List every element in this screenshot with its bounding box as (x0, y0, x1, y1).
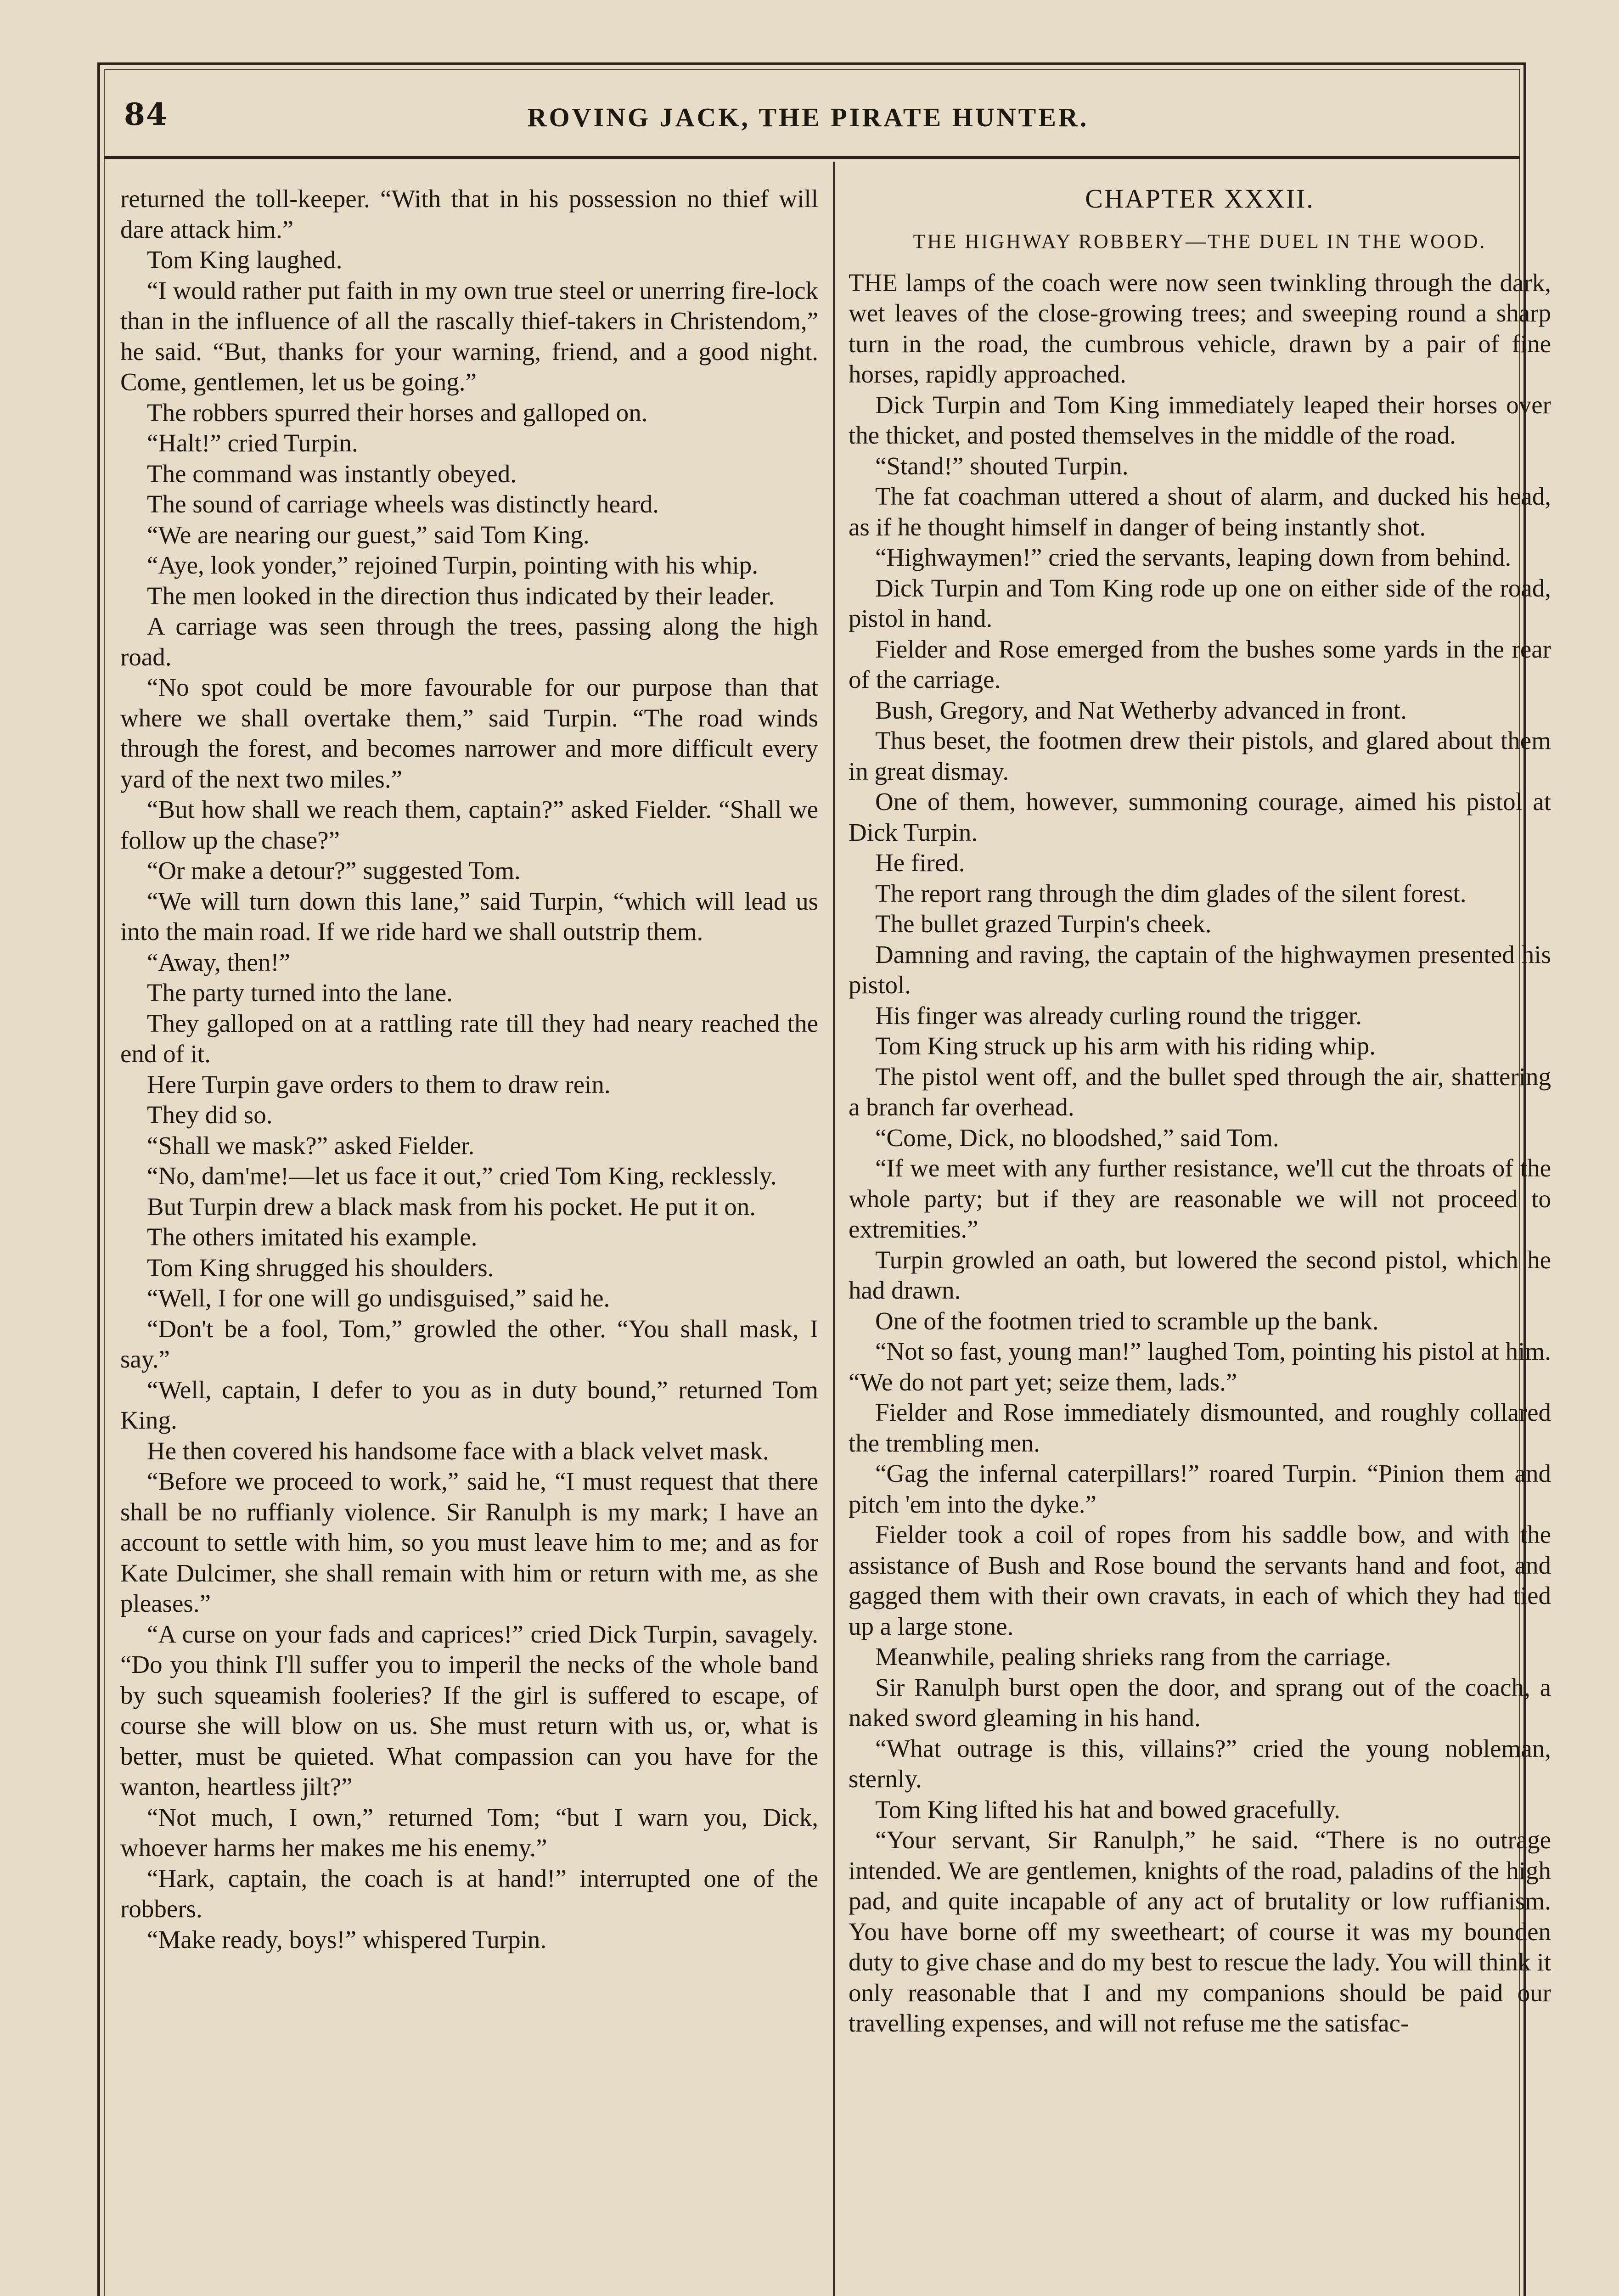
paragraph: “Hark, captain, the coach is at hand!” interrupted one of the robbers. (120, 1864, 818, 1923)
paragraph: Fielder took a coil of ropes from his saddle bow, and with the assistance of Bush and Rose bound the servants hand and foot, and gagged them with their own cravats, in each of which they had tied up a large stone. (849, 1520, 1551, 1640)
paragraph: “Gag the infernal caterpillars!” roared Turpin. “Pinion them and pitch 'em into the dyke.” (849, 1459, 1551, 1518)
paragraph: Dick Turpin and Tom King immediately leaped their horses over the thicket, and posted themselves in the middle of the road. (849, 390, 1551, 449)
page-header (119, 92, 1497, 147)
paragraph: The fat coachman uttered a shout of alarm, and ducked his head, as if he thought himself in danger of being instantly shot. (849, 482, 1551, 541)
paragraph: “No spot could be more favourable for our purpose than that where we shall overtake them,” said Turpin. “The road winds through the forest, and becomes narrower and more difficult every yard of the next two miles.” (120, 673, 818, 793)
paragraph: “A curse on your fads and caprices!” cried Dick Turpin, savagely. “Do you think I'll suffer you to imperil the necks of the whole band by such squeamish fooleries? If the girl is suffered to escape, of course she will blow on us. She must return with us, or, what is better, must be quieted. What compassion can you have for the wanton, heartless jilt?” (120, 1620, 818, 1801)
chapter-body (849, 268, 1551, 2039)
paragraph: “Halt!” cried Turpin. (147, 429, 358, 457)
header-rule (104, 156, 1520, 159)
paragraph: Tom King struck up his arm with his riding whip. (875, 1032, 1376, 1060)
paragraph: Fielder and Rose immediately dismounted, and roughly collared the trembling men. (849, 1398, 1551, 1457)
paragraph: “Your servant, Sir Ranulph,” he said. “There is no outrage intended. We are gentlemen, knights of the road, paladins of the high pad, and quite incapable of any act of brutality or low ruffianism. You have borne off my sweetheart; of course it was my bounden duty to give chase and do my best to rescue the lady. You will think it only reasonable that I and my companions should be paid our travelling expenses, and will not refuse me the satisfac- (849, 1826, 1551, 2037)
paragraph: “But how shall we reach them, captain?” asked Fielder. “Shall we follow up the chase?” (120, 795, 818, 854)
paragraph: The men looked in the direction thus indicated by their leader. (147, 581, 775, 610)
paragraph: THE lamps of the coach were now seen twinkling through the dark, wet leaves of the close-growing trees; and sweeping round a sharp turn in the road, the cumbrous vehicle, drawn by a pair of fine horses, rapidly approached. (849, 268, 1551, 388)
paragraph: Tom King laughed. (147, 246, 343, 274)
paragraph: Thus beset, the footmen drew their pistols, and glared about them in great dismay. (849, 726, 1551, 785)
paragraph: They galloped on at a rattling rate till they had neary reached the end of it. (120, 1009, 818, 1068)
paragraph: The bullet grazed Turpin's cheek. (875, 910, 1212, 938)
paragraph: “Not much, I own,” returned Tom; “but I warn you, Dick, whoever harms her makes me his enemy.” (120, 1803, 818, 1862)
paragraph: The others imitated his example. (147, 1223, 478, 1251)
right-text-column (849, 184, 1551, 2039)
paragraph: The party turned into the lane. (147, 979, 453, 1007)
paragraph: They did so. (147, 1101, 273, 1129)
paragraph: “Or make a detour?” suggested Tom. (147, 856, 521, 884)
paragraph: Here Turpin gave orders to them to draw rein. (147, 1070, 611, 1098)
paragraph: He fired. (875, 849, 965, 877)
paragraph: The robbers spurred their horses and galloped on. (147, 398, 648, 427)
paragraph: “I would rather put faith in my own true steel or unerring fire-lock than in the influence of all the rascally thief-takers in Christendom,” he said. “But, thanks for your warning, friend, and a good night. Come, gentlemen, let us be going.” (120, 276, 818, 396)
paragraph: Damning and raving, the captain of the highwaymen presented his pistol. (849, 940, 1551, 999)
paragraph: The report rang through the dim glades of the silent forest. (875, 879, 1467, 907)
paragraph: Tom King shrugged his shoulders. (147, 1253, 494, 1282)
paragraph: “Highwaymen!” cried the servants, leaping down from behind. (875, 543, 1512, 571)
paragraph: Dick Turpin and Tom King rode up one on either side of the road, pistol in hand. (849, 574, 1551, 632)
paragraph: Bush, Gregory, and Nat Wetherby advanced in front. (875, 696, 1407, 724)
paragraph: Sir Ranulph burst open the door, and sprang out of the coach, a naked sword gleaming in his hand. (849, 1673, 1551, 1732)
page-number: 84 (124, 96, 168, 132)
paragraph: His finger was already curling round the trigger. (875, 1001, 1362, 1030)
paragraph: A carriage was seen through the trees, passing along the high road. (120, 612, 818, 671)
left-text-column (120, 184, 818, 1955)
paragraph: “If we meet with any further resistance, we'll cut the throats of the whole party; but if they are reasonable we will not proceed to extremities.” (849, 1154, 1551, 1243)
column-divider (833, 162, 835, 2296)
paragraph: “Stand!” shouted Turpin. (875, 451, 1129, 480)
paragraph: Tom King lifted his hat and bowed gracefully. (875, 1795, 1340, 1823)
paragraph: “We will turn down this lane,” said Turpin, “which will lead us into the main road. If we ride hard we shall outstrip them. (120, 887, 818, 945)
paragraph: “Come, Dick, no bloodshed,” said Tom. (875, 1123, 1279, 1152)
paragraph: “Not so fast, young man!” laughed Tom, pointing his pistol at him. “We do not part yet; seize them, lads.” (849, 1337, 1551, 1396)
paragraph: Turpin growled an oath, but lowered the second pistol, which he had drawn. (849, 1245, 1551, 1304)
paragraph: One of the footmen tried to scramble up the bank. (875, 1306, 1379, 1335)
paragraph: Meanwhile, pealing shrieks rang from the carriage. (875, 1643, 1392, 1671)
paragraph: “Before we proceed to work,” said he, “I must request that there shall be no ruffianly violence. Sir Ranulph is my mark; I have an account to settle with him, so you must leave him to me; and as for Kate Dulcimer, she shall remain with him or return with me, as she pleases.” (120, 1467, 818, 1617)
paragraph: He then covered his handsome face with a black velvet mask. (147, 1436, 769, 1465)
paragraph: But Turpin drew a black mask from his pocket. He put it on. (147, 1192, 756, 1221)
chapter-heading: CHAPTER XXXII. (1085, 184, 1315, 214)
paragraph: returned the toll-keeper. “With that in his possession no thief will dare attack him.” (120, 185, 818, 243)
paragraph: The sound of carriage wheels was distinctly heard. (147, 490, 659, 518)
paragraph: “Well, I for one will go undisguised,” said he. (147, 1284, 610, 1312)
paragraph: “Make ready, boys!” whispered Turpin. (147, 1925, 547, 1953)
running-title: ROVING JACK, THE PIRATE HUNTER. (527, 102, 1089, 132)
paragraph: “No, dam'me!—let us face it out,” cried Tom King, recklessly. (147, 1162, 777, 1190)
paragraph: “Well, captain, I defer to you as in duty bound,” returned Tom King. (120, 1375, 818, 1434)
paragraph: The command was instantly obeyed. (147, 459, 517, 488)
paragraph: “Don't be a fool, Tom,” growled the other. “You shall mask, I say.” (120, 1314, 818, 1373)
paragraph: Fielder and Rose emerged from the bushes some yards in the rear of the carriage. (849, 635, 1551, 693)
paragraph: “We are nearing our guest,” said Tom King. (147, 520, 590, 549)
paragraph: “What outrage is this, villains?” cried the young nobleman, sternly. (849, 1734, 1551, 1793)
chapter-subheading: THE HIGHWAY ROBBERY—THE DUEL IN THE WOOD. (913, 230, 1487, 253)
paragraph: The pistol went off, and the bullet sped through the air, shattering a branch far overhead. (849, 1062, 1551, 1121)
paragraph: “Away, then!” (147, 948, 291, 976)
paragraph: “Aye, look yonder,” rejoined Turpin, pointing with his whip. (147, 551, 758, 579)
paragraph: One of them, however, summoning courage, aimed his pistol at Dick Turpin. (849, 788, 1551, 846)
paragraph: “Shall we mask?” asked Fielder. (147, 1131, 475, 1159)
